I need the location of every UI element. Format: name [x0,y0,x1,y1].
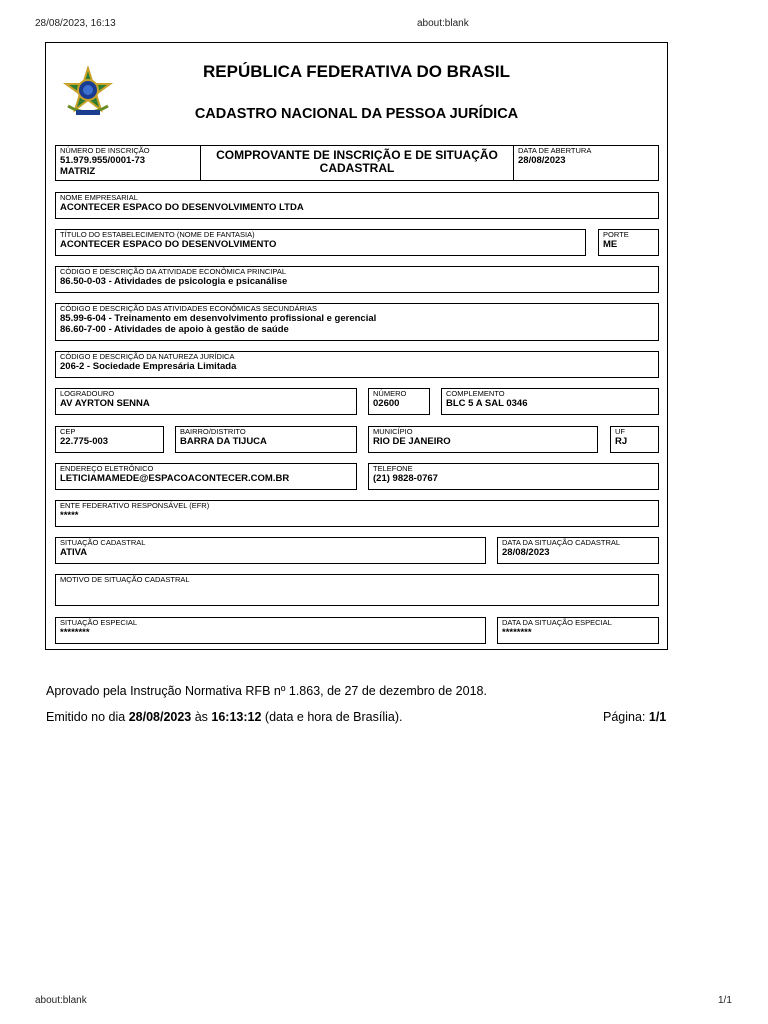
efr-box [55,500,659,527]
opening-date-box [513,145,659,181]
special-date: ******** [502,627,532,638]
print-footer-page: 1/1 [718,995,732,1006]
special-status-box [55,617,486,644]
secondary-activity-item: 85.99-6-04 - Treinamento em desenvolvimento profissional e gerencial [60,313,377,324]
city-label: MUNICÍPIO [373,427,413,436]
print-datetime: 28/08/2023, 16:13 [35,18,116,29]
legal-nature-box [55,351,659,378]
complement-box [441,388,659,415]
document-title-line1: COMPROVANTE DE INSCRIÇÃO E DE SITUAÇÃO [216,148,498,162]
status-box [55,537,486,564]
registration-number-box [55,145,201,181]
address-number: 02600 [373,398,400,409]
registration-number: 51.979.955/0001-73 [60,155,146,166]
trade-name-label: TÍTULO DO ESTABELECIMENTO (NOME DE FANTASIA) [60,230,255,239]
document-title-box [200,145,514,181]
company-name-box [55,192,659,219]
status-date-label: DATA DA SITUAÇÃO CADASTRAL [502,538,621,547]
status-label: SITUAÇÃO CADASTRAL [60,538,146,547]
street-box [55,388,357,415]
special-date-label: DATA DA SITUAÇÃO ESPECIAL [502,618,612,627]
street: AV AYRTON SENNA [60,398,150,409]
print-title: about:blank [417,18,469,29]
secondary-activities-label: CÓDIGO E DESCRIÇÃO DAS ATIVIDADES ECONÔMICAS SECUNDÁRIAS [60,304,317,313]
special-status-label: SITUAÇÃO ESPECIAL [60,618,138,627]
uf-label: UF [615,427,625,436]
page-indicator: Página: 1/1 [603,710,667,724]
registration-type: MATRIZ [60,166,96,177]
status-reason-label: MOTIVO DE SITUAÇÃO CADASTRAL [60,575,190,584]
size-value: ME [603,239,618,250]
status-value: ATIVA [60,547,88,558]
phone: (21) 9828-0767 [373,473,438,484]
email-box [55,463,357,490]
status-date: 28/08/2023 [502,547,550,558]
city: RIO DE JANEIRO [373,436,451,447]
trade-name: ACONTECER ESPACO DO DESENVOLVIMENTO [60,239,277,250]
district-label: BAIRRO/DISTRITO [180,427,246,436]
district: BARRA DA TIJUCA [180,436,267,447]
page-title: REPÚBLICA FEDERATIVA DO BRASIL [203,62,510,81]
city-box [368,426,598,453]
address-number-label: NÚMERO [373,389,407,398]
efr-label: ENTE FEDERATIVO RESPONSÁVEL (EFR) [60,501,210,510]
main-activity-label: CÓDIGO E DESCRIÇÃO DA ATIVIDADE ECONÔMICA PRINCIPAL [60,267,287,276]
emission-note: Emitido no dia 28/08/2023 às 16:13:12 (data e hora de Brasília). [46,710,403,724]
email: LETICIAMAMEDE@ESPACOACONTECER.COM.BR [60,473,290,484]
secondary-activity-item: 86.60-7-00 - Atividades de apoio à gestão de saúde [60,324,289,335]
main-activity-box [55,266,659,293]
uf: RJ [615,436,628,447]
company-name-label: NOME EMPRESARIAL [60,193,138,202]
address-number-box [368,388,430,415]
trade-name-box [55,229,586,256]
cep-label: CEP [60,427,76,436]
legal-nature: 206-2 - Sociedade Empresária Limitada [60,361,237,372]
registration-number-label: NÚMERO DE INSCRIÇÃO [60,146,150,155]
special-status: ******** [60,627,90,638]
special-date-box [497,617,659,644]
print-footer-url: about:blank [35,995,87,1006]
complement-label: COMPLEMENTO [446,389,505,398]
street-label: LOGRADOURO [60,389,115,398]
company-name: ACONTECER ESPACO DO DESENVOLVIMENTO LTDA [60,202,304,213]
page-subtitle: CADASTRO NACIONAL DA PESSOA JURÍDICA [194,106,519,122]
phone-box [368,463,659,490]
opening-date: 28/08/2023 [518,155,566,166]
efr-value: ***** [60,510,79,521]
complement: BLC 5 A SAL 0346 [446,398,528,409]
main-activity: 86.50-0-03 - Atividades de psicologia e psicanálise [60,276,288,287]
opening-date-label: DATA DE ABERTURA [518,146,592,155]
size-label: PORTE [603,230,629,239]
uf-box [610,426,659,453]
legal-nature-label: CÓDIGO E DESCRIÇÃO DA NATUREZA JURÍDICA [60,352,235,361]
cep-box [55,426,164,453]
approval-note: Aprovado pela Instrução Normativa RFB nº 1.863, de 27 de dezembro de 2018. [46,684,487,698]
email-label: ENDEREÇO ELETRÔNICO [60,464,154,473]
secondary-activities-box [55,303,659,341]
status-date-box [497,537,659,564]
size-box [598,229,659,256]
phone-label: TELEFONE [373,464,413,473]
cep: 22.775-003 [60,436,109,447]
document-title-line2: CADASTRAL [319,161,395,175]
status-reason-box [55,574,659,606]
district-box [175,426,357,453]
